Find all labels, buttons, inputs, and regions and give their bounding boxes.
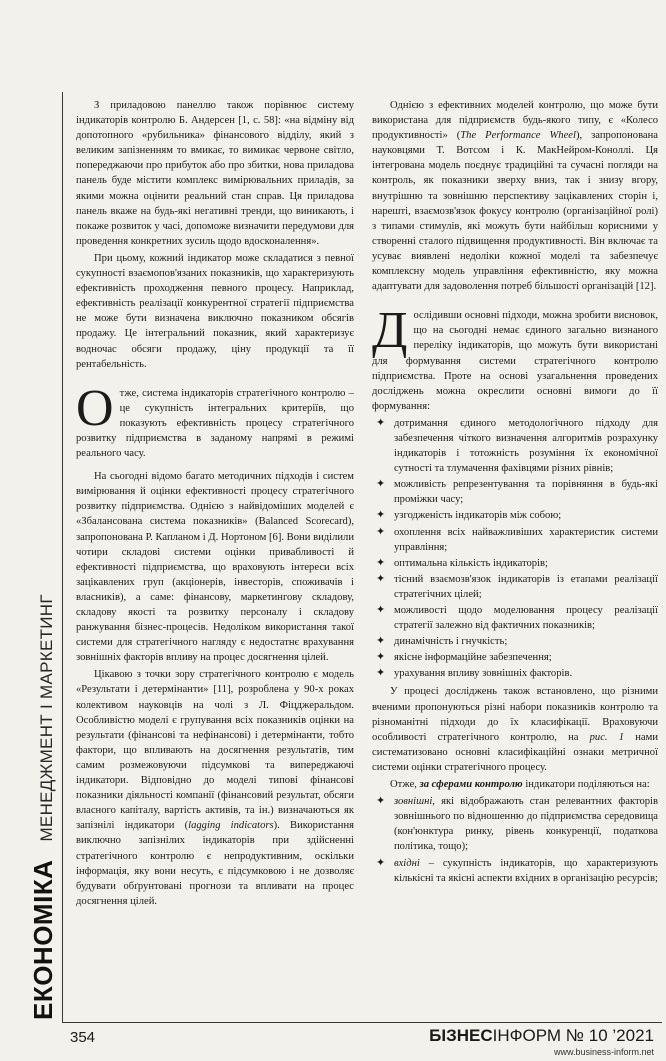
list-item-text: дотримання єдиного методологічного підходу для забезпечення чіткого визначення алгоритмів розрахунку індикаторів і тотожність розуміння їх економічної сутності та тлумачення фахівцями різних рівнів; bbox=[394, 417, 658, 475]
bullet-star-icon: ✦ bbox=[376, 509, 386, 522]
list-item-text: узгодженість індикаторів між собою; bbox=[394, 510, 562, 522]
list-item-text: тісний взаємозв'язок індикаторів із етапами реалізації стратегічних цілей; bbox=[394, 573, 658, 600]
section-title: ЕКОНОМІКА bbox=[28, 859, 58, 1020]
list-item bbox=[372, 525, 658, 555]
emphasis-term: за сферами контролю bbox=[419, 779, 523, 791]
list-item bbox=[372, 794, 658, 854]
list-item bbox=[372, 508, 658, 523]
bullet-star-icon: ✦ bbox=[376, 651, 386, 664]
bullet-star-icon: ✦ bbox=[376, 795, 386, 808]
paragraph bbox=[372, 777, 658, 792]
bullet-star-icon: ✦ bbox=[376, 604, 386, 616]
paragraph bbox=[76, 667, 354, 909]
bullet-star-icon: ✦ bbox=[376, 478, 386, 491]
text-run: Цікавою з точки зору стратегічного контролю є модель «Результати і детермінанти» [11], розроблена у 90-х роках колективом науковців на чолі з Л. Фіцджеральдом. Особливістю моделі є групування всіх показників оцінки на результати (фінансові та нефінансові) і детермінанти, тобто фактори, що впливають на досягнення результатів, тим самим розмежовуючи підсумкові та випереджаючі індикатори. Відповідно до моделі типові фінансові показники діяльності компанії (фінансовий результат, обсяги власного капіталу, вартість активів, та ін.) визначаються як запізнілі індикатори ( bbox=[76, 669, 354, 832]
indicator-types-list bbox=[372, 794, 658, 886]
list-item bbox=[372, 856, 658, 886]
spine-text bbox=[28, 594, 59, 1020]
paragraph bbox=[372, 98, 658, 294]
paragraph: ослідивши основні підходи, можна зробити висновок, що на сьогодні немає єдиного загально визнаного переліку індикаторів, що можуть бути використані для формування системи стратегічного контролю підприємства. Проте на основі узагальнення проведених досліджень можна окреслити основні вимоги до її формування: bbox=[372, 310, 658, 412]
text-run: нами систематизовано основні класифікаційні ознаки метричної системи оцінки стратегічного процесу. bbox=[372, 731, 658, 773]
dropcap-paragraph bbox=[76, 386, 354, 461]
paragraph bbox=[372, 684, 658, 775]
journal-footer bbox=[429, 1026, 654, 1057]
bullet-star-icon: ✦ bbox=[376, 556, 386, 569]
page-number: 354 bbox=[70, 1029, 96, 1046]
bullet-star-icon: ✦ bbox=[376, 525, 386, 538]
list-item bbox=[372, 666, 658, 681]
dropcap-paragraph bbox=[372, 308, 658, 414]
bullet-star-icon: ✦ bbox=[376, 572, 386, 585]
journal-url: www.business-inform.net bbox=[553, 1047, 654, 1057]
paragraph: При цьому, кожний індикатор може складатися з певної сукупності взаємопов'язаних показників, що характеризують ефективність проходження певного процесу. Наприклад, ефективність реалізації конкурентної стратегії підприємства не може бути визначена виключно показником обсягів продажу. Це інтегральний показник, який характеризує водночас обсяги продажу, ціну продукції та її рентабельність. bbox=[76, 252, 354, 370]
list-item bbox=[372, 650, 658, 665]
section-spine bbox=[0, 0, 60, 1061]
list-item bbox=[372, 416, 658, 476]
drop-cap: О bbox=[76, 385, 114, 437]
text-run: індикатори поділяються на: bbox=[522, 779, 650, 791]
bullet-star-icon: ✦ bbox=[376, 416, 386, 429]
journal-title-bold: БІЗНЕС bbox=[429, 1026, 493, 1045]
footer-rule bbox=[62, 1022, 662, 1023]
list-item-text: – сукупність індикаторів, що характеризують кількісні та якісні аспекти вхідних в організацію ресурсів; bbox=[394, 857, 658, 884]
list-item-text: оптимальна кількість індикаторів; bbox=[394, 557, 548, 569]
paragraph: На сьогодні відомо багато методичних підходів і систем вимірювання й оцінки ефективності процесу стратегічного розвитку підприємства. Однією з найвідоміших моделей є «Збалансована система показників» (Balanced Scorecard), запропонована Р. Капланом і Д. Нортоном [6]. Вони виділили чотири складові системи оцінки привабливості й ефективності підприємства, що враховують інтереси всіх зацікавлених груп (акціонерів, інвесторів, споживачів і власників), а саме: фінансову, маркетингову складову, складову якості та розвитку персоналу і складову ранжування бізнес-процесів. Недоліком використання такої системи для стратегічного нагляду є недостатнє врахування зовнішніх факторів впливу на процес досягнення цілей. bbox=[76, 471, 354, 664]
text-run: Однією з ефективних моделей контролю, що може бути використана для підприємств будь-якого типу, є «Колесо продуктивності» ( bbox=[372, 100, 658, 142]
text-run: ), запропонована науковцями Т. Вотсом і К. МакНейром-Коноллі. Ця інтегрована модель поєднує традиційні та сучасні погляди на контроль, як показники зверху вниз, так і знизу вгору, внутрішню та зовнішню перспективу зацікавлених сторін і, нарешті, взаємозв'язок фокусу контролю (організаційної ролі) з типами стимулів, які можуть бути найбільш корисними у створенні сталого підвищення продуктивності. Він включає та усуває виявлені недоліки кожної моделі та забезпечує комплексну модель управління ефективністю, яку можна адаптувати для задоволення потреб більшості організацій [12]. bbox=[372, 130, 659, 293]
italic-term: lagging indicators bbox=[188, 820, 274, 832]
list-item-text: урахування впливу зовнішніх факторів. bbox=[394, 668, 573, 680]
list-item bbox=[372, 572, 658, 602]
list-item bbox=[372, 477, 658, 507]
figure-reference: рис. 1 bbox=[589, 731, 625, 743]
right-column bbox=[372, 98, 658, 887]
list-item-text: якісне інформаційне забезпечення; bbox=[394, 652, 552, 664]
journal-title-rest: ІНФОРМ № 10 ’2021 bbox=[492, 1026, 654, 1045]
bullet-star-icon: ✦ bbox=[376, 856, 386, 869]
drop-cap: Д bbox=[372, 308, 408, 360]
vertical-rule bbox=[62, 92, 63, 1022]
italic-term: зовнішні bbox=[394, 796, 433, 808]
requirements-list bbox=[372, 416, 658, 682]
subsection-title: МЕНЕДЖМЕНТ І МАРКЕТИНГ bbox=[37, 594, 56, 842]
paragraph: З приладовою панеллю також порівнює систему індикаторів контролю Б. Андерсен [1, с. 58]: «на відміну від допотопного «рубильника» фінансового відділу, який з великим запізненням то вмикає, то вимикає червоне світло, попереджаючи про прибуток або про збитки, нова приладова панель буде містити комплекс вимірювальних приладів, за якими можна оцінити реальний стан справ. Ця приладова панель вкаже на будь-які негативні тренди, що виникають, і покаже розвиток у часі, допоможе визначити передумови для проведення конкретних зусиль щодо вдосконалення». bbox=[76, 100, 354, 247]
italic-term: вхідні bbox=[394, 857, 420, 869]
list-item bbox=[372, 603, 658, 633]
text-run: Отже, bbox=[390, 779, 420, 791]
bullet-star-icon: ✦ bbox=[376, 667, 386, 680]
paragraph: тже, система індикаторів стратегічного контролю – це сукупність інтегральних критеріїв, що показують ефективність процесу стратегічного розвитку підприємства в заданому напрямі в режимі реального часу. bbox=[76, 387, 354, 460]
list-item-text: динамічність і гнучкість; bbox=[394, 636, 508, 648]
journal-title bbox=[429, 1026, 654, 1046]
left-column bbox=[76, 98, 354, 909]
list-item-text: охоплення всіх найважливіших характеристик системи управління; bbox=[394, 526, 658, 553]
list-item bbox=[372, 556, 658, 571]
list-item-text: можливості щодо моделювання процесу реалізації стратегії залежно від фактичних показників; bbox=[394, 605, 658, 632]
text-run: У процесі досліджень також встановлено, що різними вченими пропонуються різні набори показників контролю та різноманітні підходи до їх класифікації. Враховуючи особливості стратегічного контролю, на bbox=[372, 686, 658, 743]
list-item bbox=[372, 634, 658, 649]
list-item-text: , які відображають стан релевантних факторів зовнішнього по відношенню до підприємства середовища (кон'юнктура ринку, рівень конкуренції, податкова політика, тощо); bbox=[394, 796, 658, 853]
bullet-star-icon: ✦ bbox=[376, 635, 386, 648]
text-run: ). Використання виключно запізнілих індикаторів при здійсненні стратегічного контролю є непродуктивним, оскільки інформація, яку вони несуть, є підсумковою і не дозволяє будувати обґрунтовані прогнози та впливати на процес досягнення цілей. bbox=[76, 820, 354, 907]
italic-term: The Performance Wheel bbox=[460, 130, 576, 142]
list-item-text: можливість репрезентування та порівняння в будь-які проміжки часу; bbox=[394, 479, 658, 506]
